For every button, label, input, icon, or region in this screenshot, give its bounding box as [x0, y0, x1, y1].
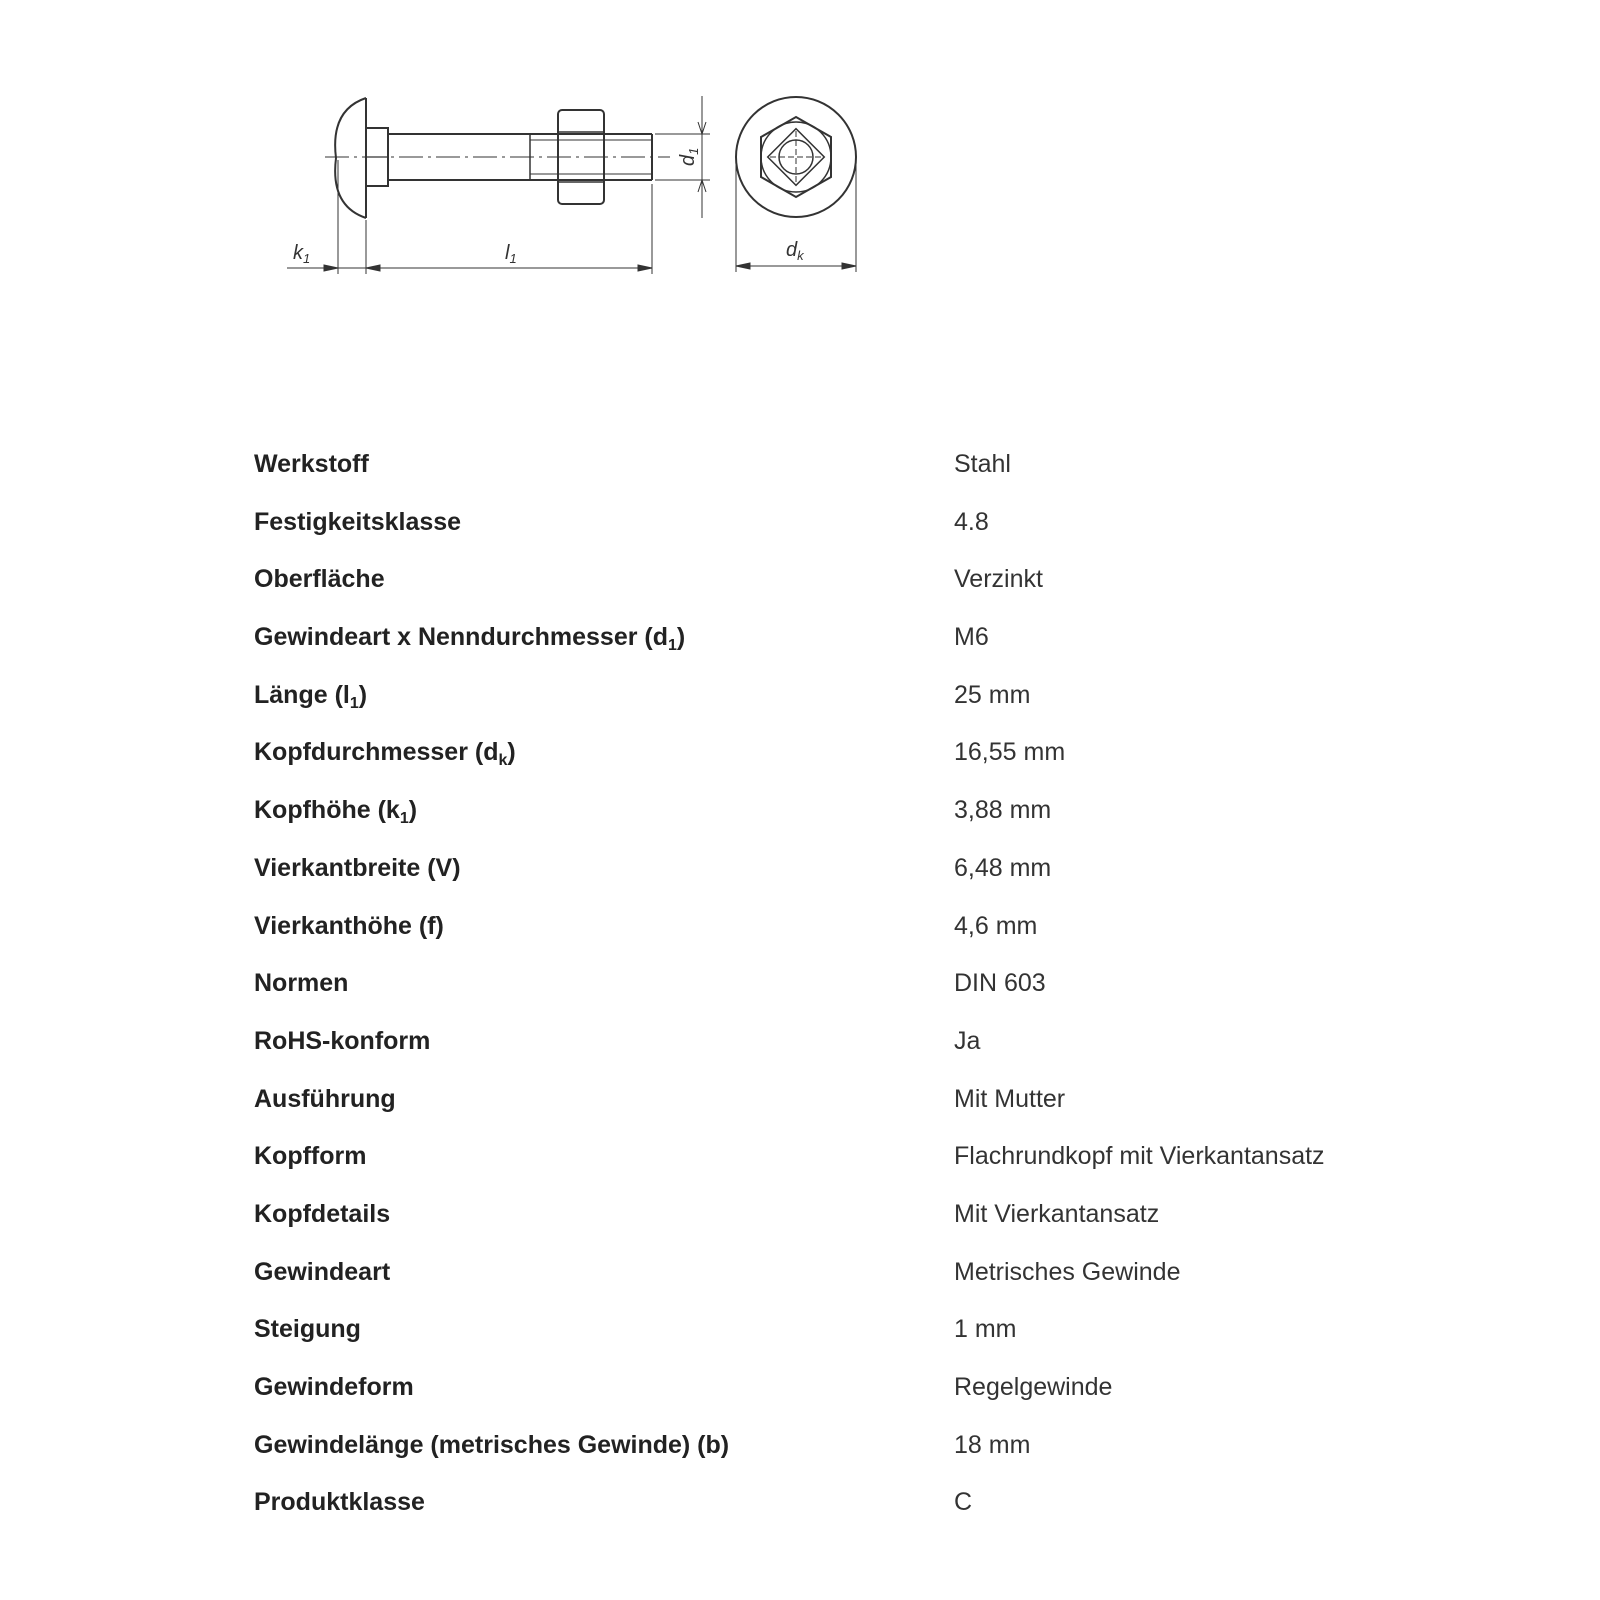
spec-label-text: RoHS-konform: [254, 1026, 431, 1055]
spec-label-text: Gewindeform: [254, 1373, 414, 1401]
spec-label-text: Ausführung: [254, 1084, 396, 1113]
spec-label-subscript: k: [498, 752, 508, 770]
spec-label-text: Steigung: [254, 1315, 361, 1344]
spec-label: [254, 1199, 390, 1229]
spec-label-text: Kopfhöhe (k: [254, 796, 400, 825]
spec-label: [254, 737, 516, 770]
head-front-circle: [736, 97, 856, 217]
spec-row: [254, 1314, 1354, 1372]
spec-row: [254, 1257, 1354, 1315]
spec-value: 4,6 mm: [954, 911, 1038, 940]
spec-label-suffix: ): [358, 680, 368, 709]
spec-label-text: Gewindelänge (metrisches Gewinde) (b): [254, 1430, 730, 1459]
spec-row: [254, 1430, 1354, 1488]
spec-value: Stahl: [954, 450, 1011, 478]
spec-value: 6,48 mm: [954, 853, 1052, 882]
spec-label-text: Kopfform: [254, 1142, 367, 1171]
spec-label-text: Kopfdurchmesser (d: [254, 738, 499, 767]
spec-value: Ja: [954, 1026, 981, 1055]
spec-label-text: Festigkeitsklasse: [254, 507, 462, 536]
bolt-head-outline: [335, 98, 366, 218]
spec-label-text: Produktklasse: [254, 1488, 425, 1517]
spec-label: [254, 1257, 390, 1287]
spec-label: [254, 1372, 414, 1402]
spec-label-suffix: ): [676, 623, 686, 652]
spec-row: [254, 1199, 1354, 1257]
spec-label-text: Vierkanthöhe (f): [254, 911, 444, 940]
spec-label: [254, 449, 369, 479]
spec-label-text: Normen: [254, 969, 349, 998]
spec-label-text: Gewindeart x Nenndurchmesser (d: [254, 623, 669, 652]
spec-value: Mit Mutter: [954, 1084, 1066, 1113]
spec-row: [254, 737, 1354, 795]
spec-label-subscript: 1: [668, 637, 677, 655]
spec-label-text: Kopfdetails: [254, 1199, 391, 1228]
l1-label: $l_1$: [505, 242, 517, 266]
technical-drawing: [0, 0, 1600, 400]
spec-row: [254, 911, 1354, 969]
spec-label-text: Vierkantbreite (V): [254, 853, 461, 882]
spec-label: [254, 1430, 729, 1460]
spec-label: [254, 680, 367, 710]
spec-label: [254, 1141, 366, 1171]
d1-label: $d_1$: [677, 147, 701, 166]
spec-label: [254, 968, 348, 998]
spec-value: C: [954, 1488, 973, 1517]
spec-label: [254, 1084, 396, 1114]
spec-value: 4.8: [954, 507, 989, 536]
spec-label-text: Oberfläche: [254, 565, 385, 594]
spec-row: [254, 1487, 1354, 1545]
spec-value: Flachrundkopf mit Vierkantansatz: [954, 1142, 1325, 1171]
spec-value: 3,88 mm: [954, 796, 1052, 825]
spec-label: [254, 911, 444, 941]
spec-row: [254, 507, 1354, 565]
spec-value: 18 mm: [954, 1430, 1031, 1459]
spec-row: [254, 564, 1354, 622]
spec-row: [254, 680, 1354, 738]
k1-label: $k_1$: [293, 242, 311, 266]
spec-label: [254, 507, 461, 537]
specification-table: [254, 449, 1354, 1545]
spec-label: [254, 853, 461, 883]
spec-label: [254, 1026, 430, 1056]
spec-value: 1 mm: [954, 1315, 1017, 1344]
spec-row: [254, 449, 1354, 507]
spec-label-suffix: ): [408, 796, 418, 825]
spec-label-text: Länge (l: [254, 680, 350, 709]
spec-label: [254, 795, 418, 828]
spec-label-text: Werkstoff: [254, 450, 369, 478]
bolt-drawing-svg: [0, 0, 1600, 400]
spec-label-subscript: 1: [399, 810, 409, 828]
spec-label: [254, 622, 686, 655]
spec-label: [254, 564, 385, 594]
spec-row: [254, 622, 1354, 680]
spec-row: [254, 1026, 1354, 1084]
spec-row: [254, 853, 1354, 911]
spec-label-suffix: ): [507, 738, 516, 767]
spec-row: [254, 795, 1354, 853]
spec-value: DIN 603: [954, 969, 1046, 998]
spec-label: [254, 1487, 425, 1517]
spec-value: 25 mm: [954, 680, 1031, 709]
spec-value: Metrisches Gewinde: [954, 1257, 1181, 1286]
spec-row: [254, 1372, 1354, 1430]
spec-value: Verzinkt: [954, 565, 1043, 594]
spec-row: [254, 968, 1354, 1026]
spec-value: 16,55 mm: [954, 738, 1066, 767]
spec-row: [254, 1084, 1354, 1142]
spec-label-text: Gewindeart: [254, 1257, 391, 1286]
spec-label-subscript: 1: [349, 694, 359, 712]
spec-value: Regelgewinde: [954, 1373, 1113, 1401]
dk-label: $d_k$: [786, 239, 804, 263]
spec-value: M6: [954, 623, 989, 652]
spec-row: [254, 1141, 1354, 1199]
spec-label: [254, 1314, 361, 1344]
spec-value: Mit Vierkantansatz: [954, 1199, 1160, 1228]
